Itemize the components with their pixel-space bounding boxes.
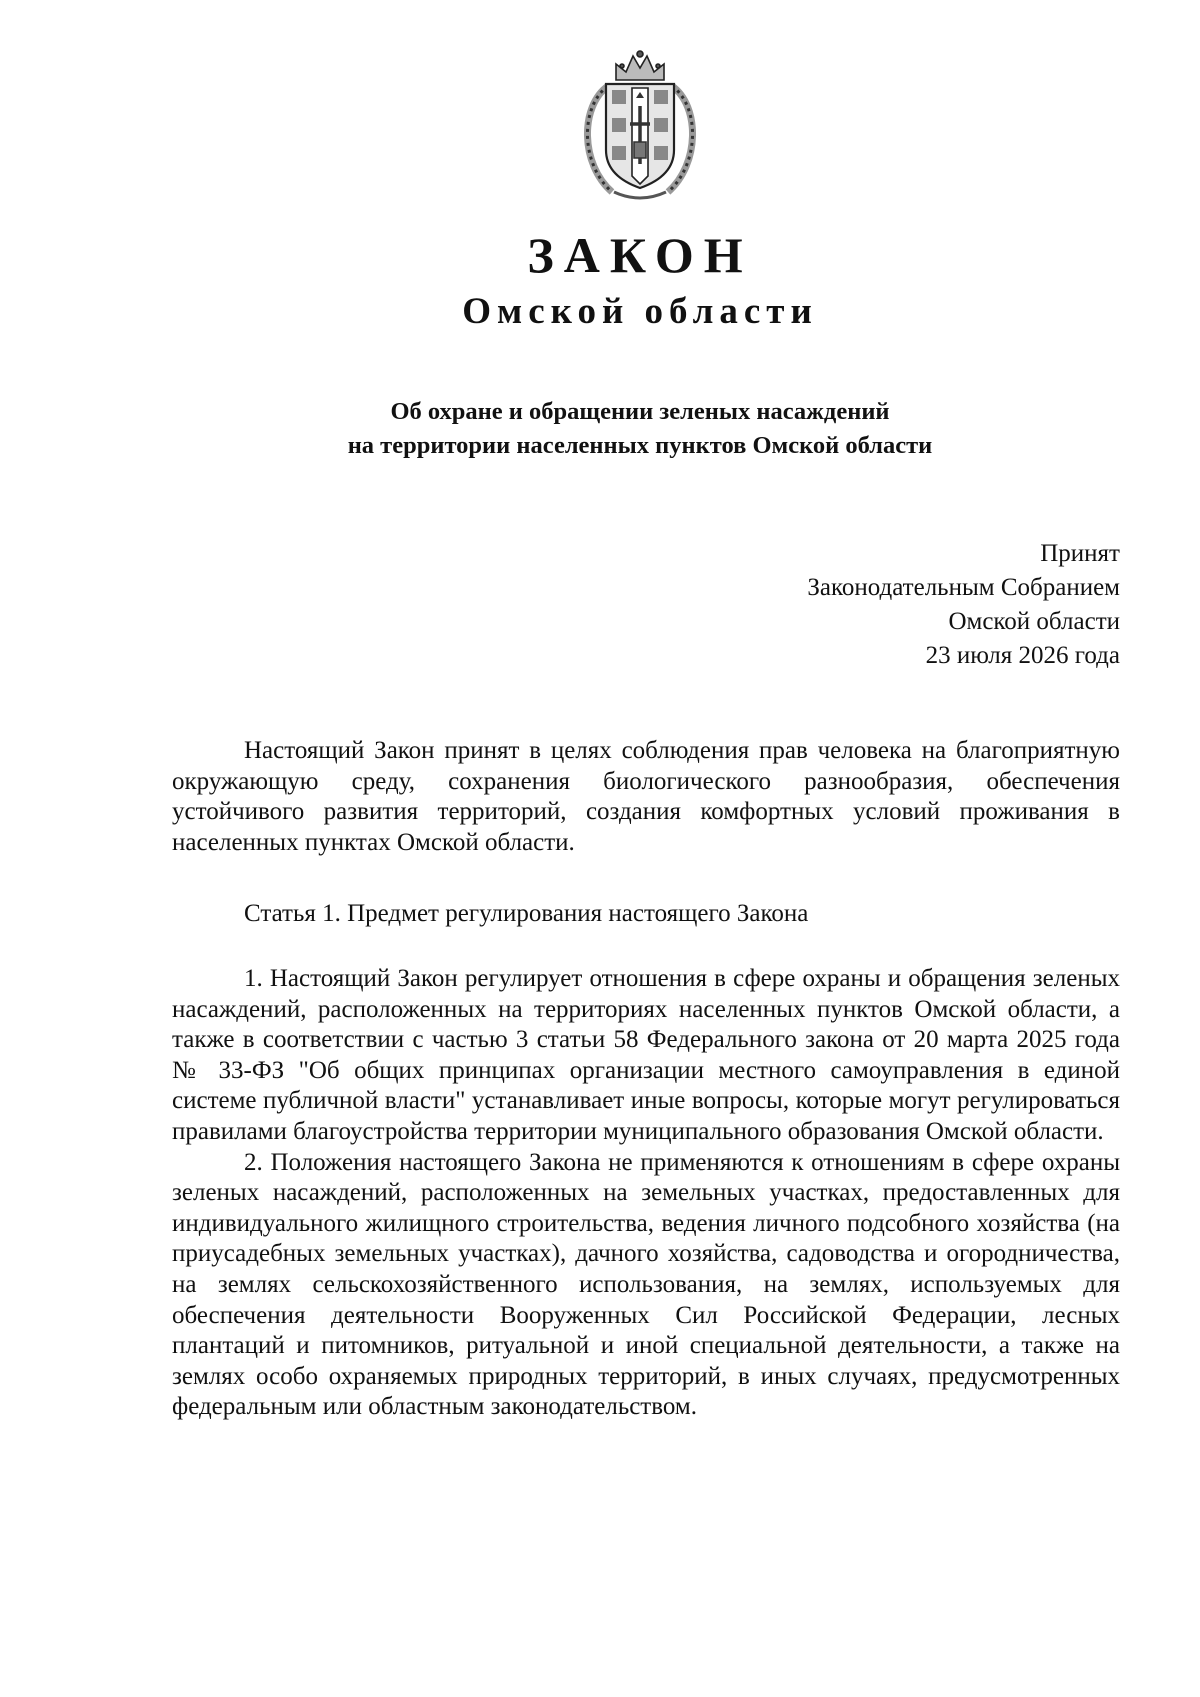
document-title: ЗАКОН <box>527 227 753 283</box>
coat-of-arms-icon <box>572 46 708 206</box>
adoption-info <box>620 537 1120 673</box>
preamble-paragraph: Настоящий Закон принят в целях соблюдения прав человека на благоприятную окружающую среду, сохранения биологического разнообразия, обеспечения устойчивого развития территорий, создания комфортных условий проживания в населенных пунктах Омской области. <box>172 737 1120 856</box>
article-1-paragraph-2: 2. Положения настоящего Закона не применяются к отношениям в сфере охраны зеленых насаждений, расположенных на земельных участках, предоставленных для индивидуального жилищного строительства, ведения личного подсобного хозяйства (на приусадебных земельных участках), дачного хозяйства, садоводства и огородничества, на землях сельскохозяйственного использования, на землях, используемых для обеспечения деятельности Вооруженных Сил Российской Федерации, лесных плантаций и питомников, ритуальной и иной специальной деятельности, а также на землях особо охраняемых природных территорий, в иных случаях, предусмотренных федеральным или областным законодательством. <box>172 1148 1120 1421</box>
article-1-paragraph-1: 1. Настоящий Закон регулирует отношения в сфере охраны и обращения зеленых насаждений, расположенных на территориях населенных пунктов Омской области, а также в соответствии с частью 3 статьи 58 Федерального закона от 20 марта 2025 года № 33-ФЗ "Об общих принципах организации местного самоуправления в единой системе публичной власти" устанавливает иные вопросы, которые могут регулироваться правилами благоустройства территории муниципального образования Омской области. <box>172 965 1120 1145</box>
adoption-line-1: Принят <box>1040 540 1120 567</box>
document-subtitle: Омской области <box>462 291 818 332</box>
article-1-heading: Статья 1. Предмет регулирования настоящего Закона <box>244 900 809 927</box>
article-1-body <box>172 964 1120 1423</box>
preamble-block <box>172 736 1120 858</box>
adoption-date: 23 июля 2026 года <box>925 642 1120 669</box>
adoption-line-2: Законодательным Собранием <box>807 574 1120 601</box>
law-name-line-1: Об охране и обращении зеленых насаждений <box>390 398 890 425</box>
adoption-line-3: Омской области <box>948 608 1120 635</box>
law-name-line-2: на территории населенных пунктов Омской области <box>347 432 933 459</box>
law-name <box>250 395 1030 463</box>
